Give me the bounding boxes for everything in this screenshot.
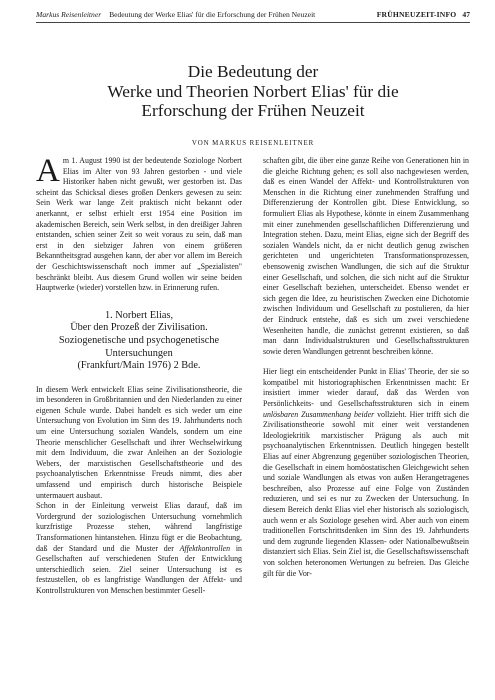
body-paragraph: In diesem Werk entwickelt Elias seine Zivilisationstheorie, die im besonderen in Großbritannien und den Niederlanden zu einer eigenen Schule wurde. Dabei handelt es sich weder um eine Untersuchung von Evolution im Sinn des 19. Jahrhunderts noch um eine Untersuchung sozialen Wandels, sondern um eine Theorie menschlicher Gesellschaft und ihrer Wechselwirkung mit dem Individuum, die zwar Anleihen an der Soziologie Webers, der marxistischen Gesellschaftstheorie und des psychoanalytischen Erkenntnisse Freuds nimmt, dies aber umfassend und empirisch durch historische Beispiele untermauert ausbaut.: [36, 384, 242, 500]
body-paragraph: schaften gibt, die über eine ganze Reihe von Generationen hin in die gleiche Richtung gehen; es soll also nachgewiesen werden, daß es einen Wandel der Affekt- und Kontrollstrukturen von Menschen in die Richtung einer zunehmenden Straffung und Differenzierung der Kontrollen gibt. Diese Entwicklung, so formuliert Elias als Hypothese, könnte in einem Zusammenhang mit einer zunehmenden gesellschaftlichen Differenzierung und Integration stehen. Dazu, meint Elias, eigne sich der Begriff des sozialen Wandels nicht, da er nicht deutlich genug zwischen gerichteten und ungerichteten Transformationsprozessen, ebensowenig zwischen Wandlungen, die sich auf die Struktur einer Gesellschaft, und solchen, die sich nicht auf die Struktur einer Gesellschaft beziehen, unterscheidet. Ebenso wendet er sich gegen die Idee, zu heuristischen Zwecken eine Dichotomie zwischen Individuum und Gesellschaft zu postulieren, da hier der Eindruck entstehe, daß es sich um zwei verschiedene Wesenheiten handle, die zunächst getrennt existieren, so daß man dann Individualstrukturen und Gesellschaftsstrukturen sowie deren Wandlungen getrennt beschreiben könne.: [263, 156, 469, 356]
title-line: Erforschung der Frühen Neuzeit: [141, 101, 365, 120]
header-series: FRÜHNEUZEIT-INFO: [376, 10, 457, 19]
header-title: Bedeutung der Werke Elias' für die Erforschung der Frühen Neuzeit: [109, 10, 316, 19]
section-heading-line: Über den Prozeß der Zivilisation.: [70, 322, 208, 334]
byline: VON MARKUS REISENLEITNER: [191, 140, 315, 147]
header-author: Markus Reisenleitner: [36, 10, 102, 19]
section-heading-line: Soziogenetische und psychogenetische: [58, 334, 220, 346]
body-paragraph: [36, 501, 242, 596]
section-heading-line: 1. Norbert Elias,: [104, 309, 174, 321]
left-column: [36, 153, 242, 597]
intro-text: m 1. August 1990 ist der bedeutende Soziologe Norbert Elias im Alter von 93 Jahren gestorben - und viele Historiker haben nicht gewußt, wer gestorben ist. Das scheint das Schicksal dieses großen Denkers gewesen zu sein: Sein Werk war lange Zeit praktisch nicht bekannt oder anerkannt, er selbst erhielt erst 1954 eine Position im akademischen Bereich, sein Werk selbst, in den dreißiger Jahren entstanden, schien seiner Zeit so weit voraus zu sein, daß man erst in den siebziger Jahren von einem größeren Bekanntheitsgrad ausgehen kann, der aber vor allem im Bereich der Geschichtswissenschaft noch immer auf „Spezialisten" beschränkt bleibt. Aus diesem Grund wollen wir seine beiden Hauptwerke (wieder) vorstellen bzw. in Erinnerung rufen.: [36, 156, 242, 293]
section-heading: [36, 310, 242, 373]
header-right: [377, 8, 470, 22]
body-paragraph: [263, 367, 469, 579]
body-text: Hier liegt ein entscheidender Punkt in Elias' Theorie, der sie so kompatibel mit historiographischen Erkenntnissen macht: Er insistiert immer wieder darauf, daß das Werden von Persönlichkeits- und Gesellschaftsstrukturen sich in einem: [263, 367, 469, 409]
section-heading-line: Untersuchungen: [105, 347, 173, 359]
body-text: vollzieht. Hier trifft sich die Zivilisationstheorie sowohl mit einer weit verstandenen Ideologiekritik marxistischer Prägung als auch mit psychoanalytischen Erkenntnissen. Deutlich hingegen bestellt Elias auf einer Abgrenzung gegenüber soziologischen Theorien, die Gesellschaft in einem homöostatischen Gleichgewicht sehen und soziale Wandlungen als etwas von außen Herangetragenes beschreiben, also Prozesse auf eine Folge von Zuständen reduzieren, und sei es nur zu Zwecken der Untersuchung. In diesem Bereich denkt Elias viel eher historisch als soziologisch, auch wenn er als Soziologe gesehen wird. Aber auch von einem traditionellen Fortschrittsdenken im Sinn des 19. Jahrhunderts und dem zugrunde liegenden Klassen- oder Nationalbewußtsein distanziert sich Elias. Sein Ziel ist, die Gesellschaftswissenschaft von solchen heteronomen Wertungen zu befreien. Das Gleiche gilt für die Vor-: [263, 409, 469, 578]
body-text: Schon in der Einleitung verweist Elias darauf, daß im Vordergrund der soziologischen Untersuchung vornehmlich kurzfristige Prozesse stehen, während langfristige Transformationen hintanstehen. Hinzu fügt er die Beobachtung, daß der Standard und die Muster der: [36, 501, 242, 553]
paragraph-gap: [263, 357, 469, 367]
body-text: in Gesellschaften auf verschiedenen Stufen der Entwicklung unterschiedlich seien. Ziel seiner Untersuchung ist es festzustellen, ob es langfristige Wandlungen der Affekt- und Kontrollstrukturen von Menschen bestimmter Gesell-: [36, 543, 242, 595]
title-line: Werke und Theorien Norbert Elias' für die: [107, 81, 399, 101]
running-header: [36, 8, 470, 23]
emphasis-text: unlösbaren Zusammenhang beider: [263, 409, 375, 419]
drop-cap: A: [36, 153, 60, 189]
page-number: 47: [462, 10, 470, 19]
emphasis-text: Affektkontrollen: [179, 543, 231, 553]
intro-paragraph: [36, 153, 242, 294]
article-title: [36, 62, 470, 121]
title-line: Die Bedeutung der: [187, 62, 319, 81]
right-column: [263, 156, 469, 579]
section-heading-line: (Frankfurt/Main 1976) 2 Bde.: [77, 360, 201, 372]
